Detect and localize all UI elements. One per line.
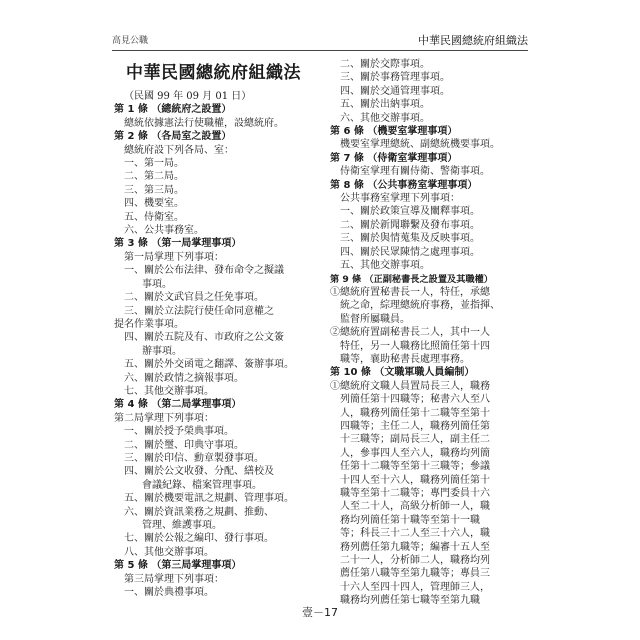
text-line: 職等，襄助秘書長處理事務。 — [340, 353, 470, 365]
document-date: （民國 99 年 09 月 01 日） — [124, 91, 252, 102]
text-line: 十六人至四十四人，管理師三人， — [340, 581, 490, 593]
text-line: 會議紀錄、檔案管理事項。 — [142, 479, 262, 491]
text-line: 四職等；主任二人，職務列簡任第 — [340, 420, 490, 432]
text-line: 務列薦任第九職等；編審十五人至 — [340, 541, 490, 553]
document-page — [112, 30, 528, 622]
article-heading: 第 2 條 （各局室之設置） — [114, 131, 232, 143]
header-title: 中華民國總統府組織法 — [418, 34, 528, 47]
text-line: 六、關於政情之摘報事項。 — [124, 372, 244, 384]
publisher-label: 高見公職 — [112, 36, 149, 46]
running-header — [112, 30, 528, 52]
text-line: 第二局掌理下列事項： — [114, 412, 214, 424]
text-line: ①總統府文職人員置局長三人，職務 — [330, 380, 490, 392]
text-line: 列簡任第十四職等；秘書六人至八 — [340, 394, 490, 406]
text-line: 職等至第十二職等；專門委員十六 — [340, 488, 490, 499]
article-heading: 第 9 條 （正副秘書長之設置及其職權） — [330, 273, 493, 285]
text-line: ①總統府置秘書長一人，特任，承總 — [330, 286, 490, 298]
text-line: 五、其他交辦事項。 — [340, 260, 430, 272]
text-line: 二、第二局。 — [124, 171, 184, 183]
text-line: 人，職務列簡任第十二職等至第十 — [340, 407, 490, 419]
page-number: 壹－17 — [302, 606, 338, 619]
text-line: 三、關於與情蒐集及反映事項。 — [340, 233, 480, 245]
text-line: 七、關於公報之編印、發行事項。 — [124, 533, 274, 545]
text-line: 一、關於政策宣導及闡釋事項。 — [340, 206, 480, 218]
text-line: 等；科長三十二人至三十六人，職 — [340, 528, 490, 540]
text-line: 第三局掌理下列事項： — [124, 573, 224, 585]
text-line: 六、公共事務室。 — [124, 225, 204, 237]
text-line: 二、關於文武官員之任免事項。 — [124, 292, 264, 304]
article-heading: 第 10 條 （文職軍職人員編制） — [330, 367, 475, 379]
text-line: 統之命，綜理總統府事務，並指揮、 — [340, 300, 500, 312]
text-line: 四、關於民眾陳情之處理事項。 — [340, 246, 480, 258]
text-line: 人，參事四人至六人，職務均列簡 — [340, 447, 490, 459]
text-line: 八、其他交辦事項。 — [124, 546, 214, 558]
text-line: 一、關於公布法律、發布命令之擬議 — [124, 265, 284, 277]
text-line: 十四人至十六人，職務列簡任第十 — [340, 474, 490, 486]
text-line: 職務均列薦任第七職等至第九職 — [340, 595, 480, 607]
text-line: 務均列簡任第十職等至第十一職 — [340, 514, 480, 526]
article-heading: 第 8 條 （公共事務室掌理事項） — [330, 179, 478, 191]
text-line: 五、侍衛室。 — [124, 211, 184, 223]
article-heading: 第 5 條 （第三局掌理事項） — [114, 560, 242, 572]
text-line: 總統府設下列各局、室： — [124, 144, 234, 156]
text-line: 三、關於事務管理事項。 — [340, 72, 450, 84]
text-line: 三、第三局。 — [124, 184, 184, 196]
text-line: 四、機要室。 — [124, 198, 184, 210]
article-heading: 第 6 條 （機要室掌理事項） — [330, 126, 458, 138]
text-line: 二、關於交際事項。 — [340, 59, 430, 70]
article-heading: 第 1 條 （總統府之設置） — [114, 104, 232, 116]
document-title: 中華民國總統府組織法 — [126, 63, 301, 83]
text-line: 三、關於印信、勳章製發事項。 — [124, 452, 264, 464]
text-line: 十三職等；副局長三人，副主任二 — [340, 434, 490, 446]
text-line: 侍衛室掌理有關侍衛、警衛事項。 — [340, 166, 490, 178]
text-line: 任第十二職等至第十三職等；參議 — [340, 461, 490, 473]
text-line: 第一局掌理下列事項： — [124, 251, 224, 263]
article-heading: 第 4 條 （第二局掌理事項） — [114, 399, 242, 411]
text-line: 機要室掌理總統、副總統機要事項。 — [340, 139, 500, 151]
text-line: 提名作業事項。 — [114, 318, 184, 330]
text-line: 七、其他交辦事項。 — [124, 385, 214, 397]
text-line: 二、關於新聞聯繫及發布事項。 — [340, 219, 480, 231]
text-line: 事項。 — [142, 278, 172, 290]
text-line: 一、關於典禮事項。 — [124, 587, 214, 599]
text-line: 三、關於立法院行使任命同意權之 — [124, 305, 274, 317]
article-heading: 第 3 條 （第一局掌理事項） — [114, 238, 242, 250]
article-heading: 第 7 條 （侍衛室掌理事項） — [330, 152, 458, 164]
text-line: 一、關於授予榮典事項。 — [124, 426, 234, 438]
text-line: 管理、維護事項。 — [142, 520, 222, 531]
text-line: 特任，另一人職務比照簡任第十四 — [340, 340, 490, 352]
text-line: 二、關於璽、印典守事項。 — [124, 439, 244, 451]
text-line: 二十一人，分析師二人，職務均列 — [340, 555, 490, 567]
text-line: 監督所屬職員。 — [340, 313, 410, 325]
text-line: 五、關於出納事項。 — [340, 99, 430, 111]
text-line: 薦任第八職等至第九職等；專員三 — [340, 568, 490, 580]
text-line: 一、第一局。 — [124, 158, 184, 170]
text-line: 公共事務室掌理下列事項： — [340, 193, 460, 205]
text-line: 五、關於機要電訊之規劃、管理事項。 — [124, 493, 294, 505]
text-line: 辦事項。 — [142, 345, 182, 357]
text-line: 六、其他交辦事項。 — [340, 112, 430, 124]
text-line: 六、關於資訊業務之規劃、推動、 — [124, 506, 274, 518]
text-line: 四、關於五院及有、市政府之公文簽 — [124, 332, 284, 344]
text-line: 人至二十人，高級分析師一人，職 — [340, 501, 490, 513]
left-column — [114, 62, 314, 599]
text-line: 四、關於交通管理事項。 — [340, 85, 450, 97]
right-column — [330, 58, 526, 608]
text-line: 四、關於公文收發、分配、繕校及 — [124, 466, 274, 478]
header-rule — [112, 50, 528, 51]
text-line: ②總統府置副秘書長二人，其中一人 — [330, 327, 490, 339]
text-line: 總統依據憲法行使職權，設總統府。 — [124, 117, 284, 129]
text-line: 五、關於外交函電之翻譯、簽辦事項。 — [124, 359, 294, 371]
